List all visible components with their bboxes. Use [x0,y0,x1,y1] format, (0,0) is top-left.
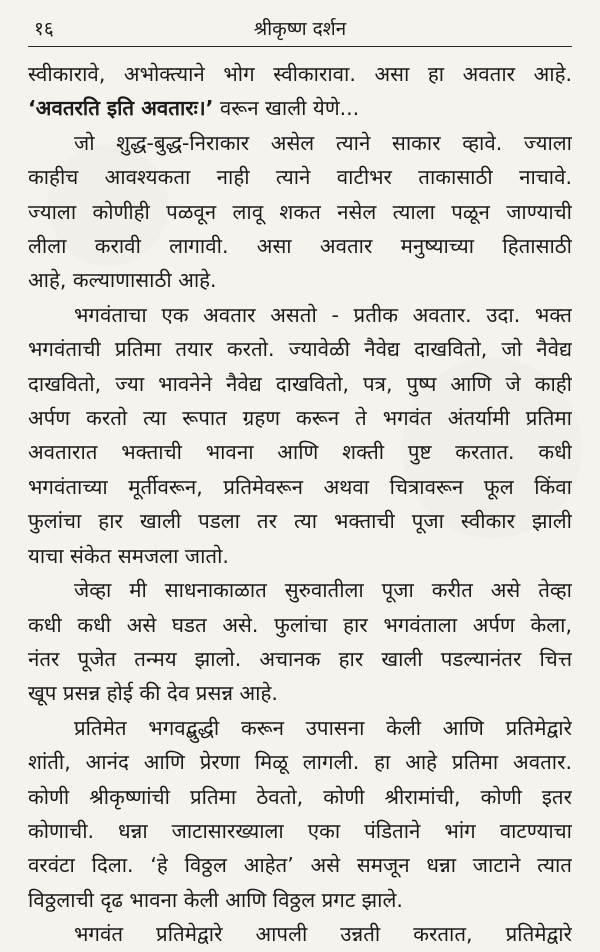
text-line: शांती, आनंद आणि प्रेरणा मिळू लागली. हा आहे प्रतिमा अवतार. [28,750,572,775]
text-line: फुलांचा हार खाली पडला तर त्या भक्ताची पूजा स्वीकार झाली [28,509,572,534]
text-line: दाखवितो, ज्या भावनेने नैवेद्य दाखवितो, पत्र, पुष्प आणि जे काही [28,371,572,396]
text-line: अवतारात भक्ताची भावना आणि शक्ती पुष्ट करतात. कधी [28,440,572,465]
text-line: भगवंताच्या मूर्तीवरून, प्रतिमेवरून अथवा चित्रावरून फूल किंवा [28,474,572,499]
text-line: काहीच आवश्यकता नाही त्याने वाटीभर ताकासाठी नाचावे. [28,165,572,190]
text-line: कोणाची. धन्ना जाटासारख्याला एका पंडिताने भांग वाटण्याचा [28,818,572,843]
text-line: भगवंत प्रतिमेद्वारे आपली उन्नती करतात, प्रतिमेद्वारे [74,922,572,947]
text-line: कधी कधी असे घडत असे. फुलांचा हार भगवंताला अर्पण केला, [28,612,572,637]
text-line: प्रतिमेत भगवद्बुद्धी करून उपासना केली आणि प्रतिमेद्वारे [74,715,572,740]
text-line: अर्पण करतो त्या रूपात ग्रहण करून ते भगवंत अंतर्यामी प्रतिमा [28,406,572,431]
text-line: ज्याला कोणीही पळवून लावू शकत नसेल त्याला पळून जाण्याची [28,199,572,224]
text-line: कोणी श्रीकृष्णांची प्रतिमा ठेवतो, कोणी श्रीरामांची, कोणी इतर [28,784,572,809]
sanskrit-quote: ‘अवतरति इति अवतारः।’ [28,96,214,121]
text-segment: वरून खाली येणे... [213,96,360,121]
text-line: भगवंताची प्रतिमा तयार करतो. ज्यावेळी नैवेद्य दाखवितो, जो नैवेद्य [28,337,572,362]
body-text [28,57,572,952]
text-line: स्वीकारावे, अभोक्त्याने भोग स्वीकारावा. असा हा अवतार आहे. [28,62,572,86]
page-header [28,16,572,47]
text-line: याचा संकेत समजला जातो. [28,543,229,568]
text-line: खूप प्रसन्न होई की देव प्रसन्न आहे. [28,681,278,706]
page-number: १६ [34,18,54,40]
text-line: जो शुद्ध-बुद्ध-निराकार असेल त्याने साकार व्हावे. ज्याला [74,130,572,155]
text-line: भगवंताचा एक अवतार असतो - प्रतीक अवतार. उदा. भक्त [74,302,572,327]
running-title: श्रीकृष्ण दर्शन [253,18,347,40]
text-line: जेव्हा मी साधनाकाळात सुरुवातीला पूजा करीत असे तेव्हा [74,578,572,603]
text-line: नंतर पूजेत तन्मय झालो. अचानक हार खाली पडल्यानंतर चित्त [28,646,572,671]
text-line [28,91,572,125]
text-line: विठ्ठलाची दृढ भावना केली आणि विठ्ठल प्रगट झाले. [28,887,403,912]
text-line: वरवंटा दिला. ‘हे विठ्ठल आहेत’ असे समजून धन्ना जाटाने त्यात [28,853,572,878]
text-line: आहे, कल्याणासाठी आहे. [28,268,217,293]
text-line: लीला करावी लागावी. असा अवतार मनुष्याच्या हितासाठी [28,234,572,259]
